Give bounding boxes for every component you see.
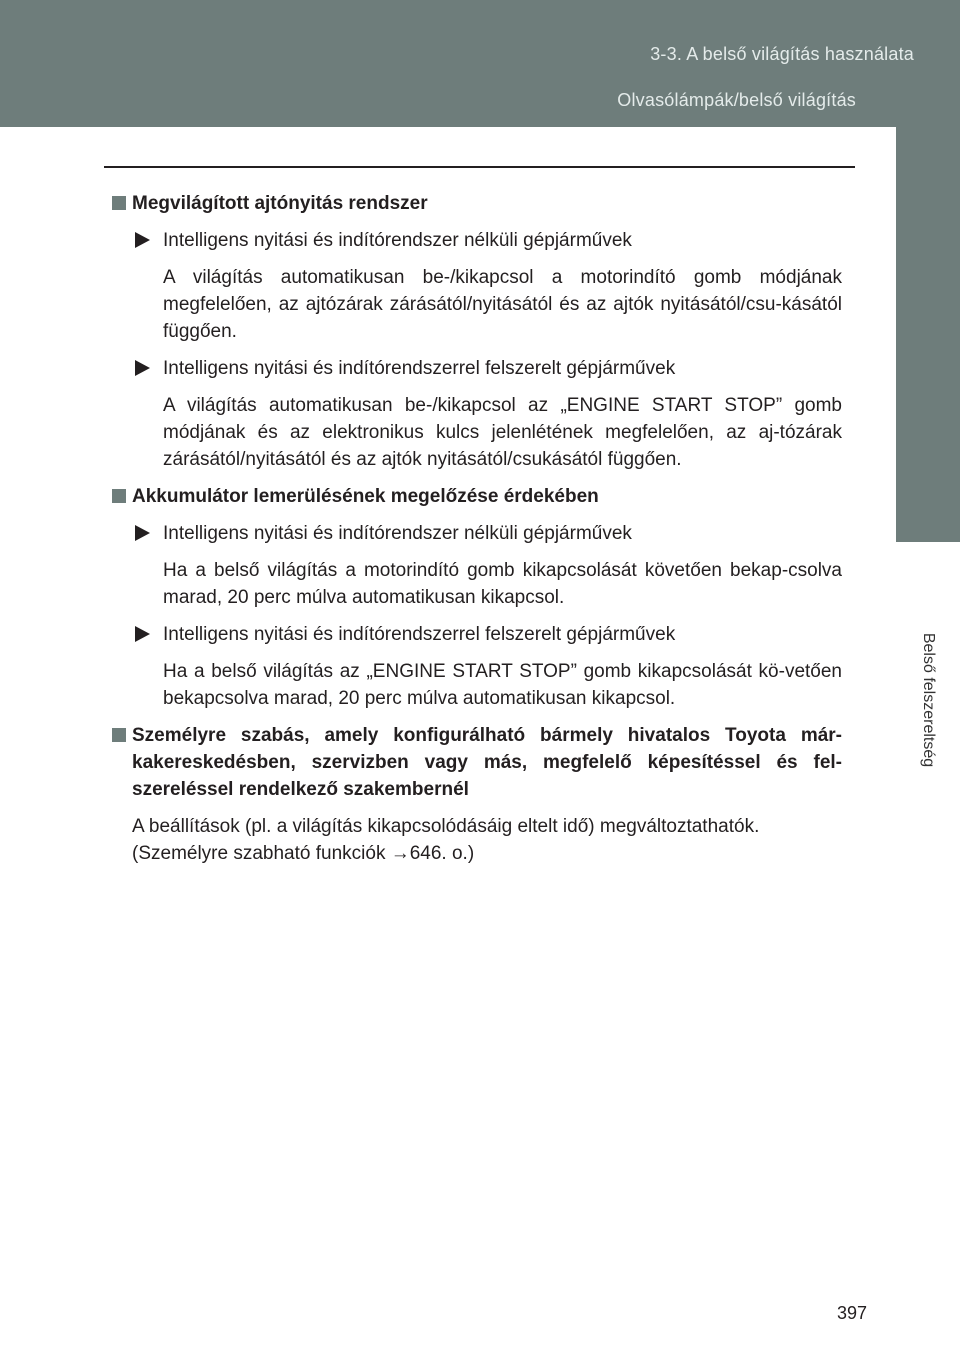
section-heading-text: Megvilágított ajtónyitás rendszer	[132, 193, 428, 214]
header-rule	[104, 166, 855, 168]
list-item-label: Intelligens nyitási és indítórendszerrel felszerelt gépjárművek	[163, 624, 676, 645]
list-item-text: A világítás automatikusan be-/kikapcsol az „ENGINE START STOP” gomb módjának és az elektronikus kulcs jelenlétének megfelelően, az aj-tózárak zárásától/nyitásától és az ajtók nyitásától/csukásától függően.	[163, 395, 842, 470]
section-heading	[112, 722, 842, 803]
body-line-cross-reference: (Személyre szabható funkciók →646. o.)	[132, 843, 475, 864]
square-bullet-icon	[112, 489, 126, 503]
list-item-text: Ha a belső világítás az „ENGINE START STOP” gomb kikapcsolását kö-vetően bekapcsolva marad, 20 perc múlva automatikusan kikapcsol.	[163, 661, 842, 709]
triangle-bullet-icon	[135, 360, 150, 376]
chapter-number: 3	[923, 552, 933, 569]
chapter-tab	[896, 127, 960, 542]
body-line: A beállítások (pl. a világítás kikapcsolódásáig eltelt idő) megváltoztathatók.	[132, 816, 760, 837]
subsection-title: Olvasólámpák/belső világítás	[617, 90, 856, 110]
list-item	[135, 227, 842, 254]
page-content	[112, 190, 842, 867]
list-item	[135, 621, 842, 648]
body-text	[132, 813, 842, 867]
square-bullet-icon	[112, 196, 126, 210]
list-item-label: Intelligens nyitási és indítórendszerrel felszerelt gépjárművek	[163, 358, 676, 379]
page-number: 397	[836, 1303, 867, 1323]
square-bullet-icon	[112, 728, 126, 742]
section-heading-text: Személyre szabás, amely konfigurálható bármely hivatalos Toyota már-kakereskedésben, szervizben vagy más, megfelelő képesítéssel és fel-szereléssel rendelkező szakembernél	[132, 725, 842, 800]
list-item-label: Intelligens nyitási és indítórendszer nélküli gépjárművek	[163, 523, 632, 544]
triangle-bullet-icon	[135, 232, 150, 248]
list-item	[135, 355, 842, 382]
list-item-text: A világítás automatikusan be-/kikapcsol a motorindító gomb módjának megfelelően, az ajtózárak zárásától/nyitásától és az ajtók nyitásától/csu-kásától függően.	[163, 267, 842, 342]
section-heading-text: Akkumulátor lemerülésének megelőzése érdekében	[132, 486, 599, 507]
section-title: 3-3. A belső világítás használata	[650, 44, 914, 64]
chapter-title: Belső felszereltség	[920, 632, 937, 768]
section-heading	[112, 190, 842, 217]
section-heading	[112, 483, 842, 510]
list-item	[135, 520, 842, 547]
list-item-text: Ha a belső világítás a motorindító gomb kikapcsolását követően bekap-csolva marad, 20 perc múlva automatikusan kikapcsol.	[163, 560, 842, 608]
triangle-bullet-icon	[135, 525, 150, 541]
list-item-label: Intelligens nyitási és indítórendszer nélküli gépjárművek	[163, 230, 632, 251]
triangle-bullet-icon	[135, 626, 150, 642]
